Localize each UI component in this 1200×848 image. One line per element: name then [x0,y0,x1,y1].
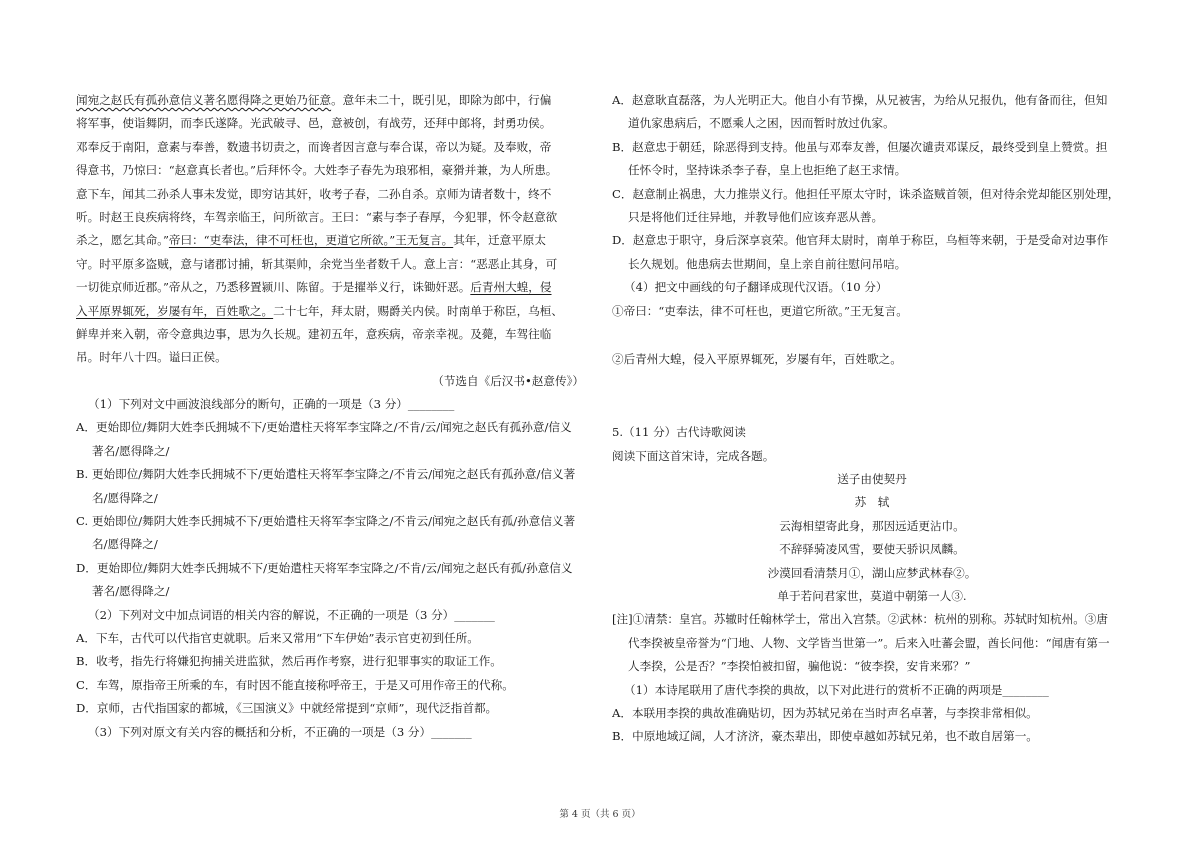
right-text-line: 云海相望寄此身，那因远适更沾巾。 [779,518,965,533]
left-text-line: （1）下列对文中画波浪线部分的断句，正确的一项是（3 分）________ [88,397,455,412]
left-text-line [76,300,588,323]
left-text-line: 吊。时年八十四。谥曰正侯。 [76,350,227,365]
wavy-underlined-segment: 闻宛之赵氏有孤孙意信义著名愿得降之更始乃征意 [76,93,332,107]
right-text-line: 只是将他们迁往异地，并教导他们应该弃恶从善。 [628,209,884,224]
text-segment: 二十七年，拜太尉，赐爵关内侯。时南单于称臣，乌桓、 [273,303,563,318]
underlined-sentence: 后青州大蝗，侵 [470,280,552,295]
right-text-line: （4）把文中画线的句子翻译成现代汉语。（10 分） [624,280,888,295]
text-segment: 一切徙京师近郡。”帝从之，乃悉移置颍川、陈留。于是擢举义行，诛锄奸恶。 [76,280,471,295]
right-text-line [612,371,1132,396]
right-text-line: 单于若问君家世，莫道中朝第一人③. [777,589,967,604]
right-text-line: 人李揆，公是否？”李揆怕被扣留，骗他说：“彼李揆，安肯来邪？” [628,659,971,674]
right-text-line: B．赵意忠于朝廷，除恶得到支持。他虽与邓奉友善，但屡次谴责邓谋反，最终受到皇上赞赏。担 [612,139,1108,154]
right-text-line: B．中原地域辽阔，人才济济，豪杰辈出，即使卓越如苏轼兄弟，也不敢自居第一。 [612,729,1038,744]
right-text-line: ①帝曰：“吏奉法，律不可枉也，更道它所欲。”王无复言。 [612,303,908,318]
left-text-line [76,89,588,112]
right-text-line [612,396,1132,421]
left-text-line: A．下车，古代可以代指官吏就职。后来又常用“下车伊始”表示官吏初到任所。 [76,630,479,645]
left-text-line: 名/愿得降之/ [92,490,158,505]
right-text-line: [注]①清禁：皇宫。苏辙时任翰林学士，常出入宫禁。②武林：杭州的别称。苏轼时知杭州。③唐 [612,612,1108,627]
left-text-line: C．车驾，原指帝王所乘的车，有时因不能直接称呼帝王，于是又可用作帝王的代称。 [76,677,514,692]
left-text-line: （3）下列对原文有关内容的概括和分析，不正确的一项是（3 分）_______ [88,724,472,739]
right-text-line: （1）本诗尾联用了唐代李揆的典故，以下对此进行的赏析不正确的两项是________ [624,682,1049,697]
left-text-line: D．更始即位/舞阴大姓李氏拥城不下/更始遣柱天将军李宝降之/不肯/云/闻宛之赵氏有孤/孙意信义 [76,560,573,575]
page-footer: 第 4 页（共 6 页） [559,809,641,820]
left-column [76,89,588,744]
left-text-line: 著名/愿得降之/ [92,443,170,458]
right-text-line: A．赵意耿直磊落，为人光明正大。他自小有节操，从兄被害，为给从兄报仇，他有备而往，但知 [612,93,1108,107]
right-text-line: 阅读下面这首宋诗，完成各题。 [612,448,775,463]
left-text-line: 名/愿得降之/ [92,537,158,552]
left-text-line: 鲜卑并来入朝，帝令意典边事，思为久长规。建初五年，意疾病，帝亲幸视。及薨，车驾往临 [76,326,552,341]
left-text-line: A．更始即位/舞阴大姓李氏拥城不下/更始遣柱天将军李宝降之/不肯/云/闻宛之赵氏有孤孙意/信义 [76,420,572,435]
right-text-line: 苏 轼 [854,495,890,510]
left-text-line: 守。时平原多盗贼，意与诸郡讨捕，斩其渠帅，余党当坐者数千人。意上言：“恶恶止其身，可 [76,256,558,271]
left-text-line: 邓奉反于南阳，意素与奉善，数遗书切责之，而谗者因言意与奉合谋，帝以为疑。及奉败，帝 [76,139,552,154]
right-text-line [612,323,1132,348]
left-text-line: 意下车，闻其二孙杀人事未发觉，即穷诘其奸，收考子春，二孙自杀。京师为请者数十，终不 [76,186,552,201]
left-text-line: （节选自《后汉书•赵意传》） [432,373,584,388]
text-segment: 杀之，愿乞其命。” [76,233,169,248]
left-text-line [76,229,588,252]
right-text-line: 任怀令时，坚持诛杀李子春，皇上也拒绝了赵王求情。 [628,163,907,178]
right-text-line: 道仇家患病后，不愿乘人之困，因而暂时放过仇家。 [628,116,895,131]
left-text-line: 将军事，使诣舞阴，而李氏遂降。光武破寻、邑，意被创，有战劳，还拜中郎将，封勇功侯。 [76,116,552,131]
left-text-line: 著名/愿得降之/ [92,584,170,599]
left-text-line [76,276,588,299]
right-column [612,89,1132,749]
left-text-line: （2）下列对文中加点词语的相关内容的解说，不正确的一项是（3 分）_______ [88,607,495,622]
underlined-sentence: 入平原界辄死，岁屡有年，百姓歌之。 [76,303,274,318]
right-text-line: ②后青州大蝗，侵入平原界辄死，岁屡有年，百姓歌之。 [612,351,902,366]
left-text-line: C. 更始即位/舞阴大姓李氏拥城不下/更始遣柱天将军李宝降之/不肯云/闻宛之赵氏有孤/孙意信义著 [76,514,576,529]
underlined-sentence: 帝曰：“吏奉法，律不可枉也，更道它所欲。”王无复言。 [168,233,454,248]
left-text-line: B. 更始即位/舞阴大姓李氏拥城不下/更始遣柱天将军李宝降之/不肯云/闻宛之赵氏有孤孙意/信义著 [76,467,576,482]
right-text-line: 沙漠回看清禁月①，湖山应梦武林春②。 [767,565,977,580]
right-text-line: 5.（11 分）古代诗歌阅读 [612,425,746,440]
right-text-line: 长久规划。他患病去世期间，皇上亲自前往慰问吊唁。 [628,256,907,271]
left-text-line: 听。时赵王良疾病将终，车驾亲临王，问所欲言。王曰：“素与李子春厚，今犯罪，怀令赵意欲 [76,209,558,224]
text-segment: 。意年未二十，既引见，即除为郎中，行偏 [331,93,552,107]
left-text-line: B．收考，指先行将嫌犯拘捕关进监狱，然后再作考察，进行犯罪事实的取证工作。 [76,654,502,669]
right-text-line: 不辞驿骑凌风雪，要使天骄识凤麟。 [779,542,965,557]
right-text-line: A．本联用李揆的典故准确贴切，因为苏轼兄弟在当时声名卓著，与李揆非常相似。 [612,705,1038,720]
left-text-line: D．京师，古代指国家的都城，《三国演义》中就经常提到“京师”，现代泛指首都。 [76,701,498,716]
right-text-line: C．赵意制止祸患，大力推崇义行。他担任平原太守时，诛杀盗贼首领，但对待余党却能区别处理， [612,186,1120,201]
right-text-line: 送子由使契丹 [837,472,907,487]
text-segment: 其年，迁意平原太 [453,233,546,248]
right-text-line: 代李揆被皇帝誉为“门地、人物、文学皆当世第一”。后来入吐蕃会盟，酋长问他：“闻唐有第一 [628,635,1110,650]
left-text-line: 得意书，乃惊曰：“赵意真长者也。”后拜怀令。大姓李子春先为琅邪相，豪猾并兼，为人所患。 [76,163,558,178]
right-text-line: D．赵意忠于职守，身后深享哀荣。他官拜太尉时，南单于称臣，乌桓等来朝，于是受命对边事作 [612,233,1109,248]
